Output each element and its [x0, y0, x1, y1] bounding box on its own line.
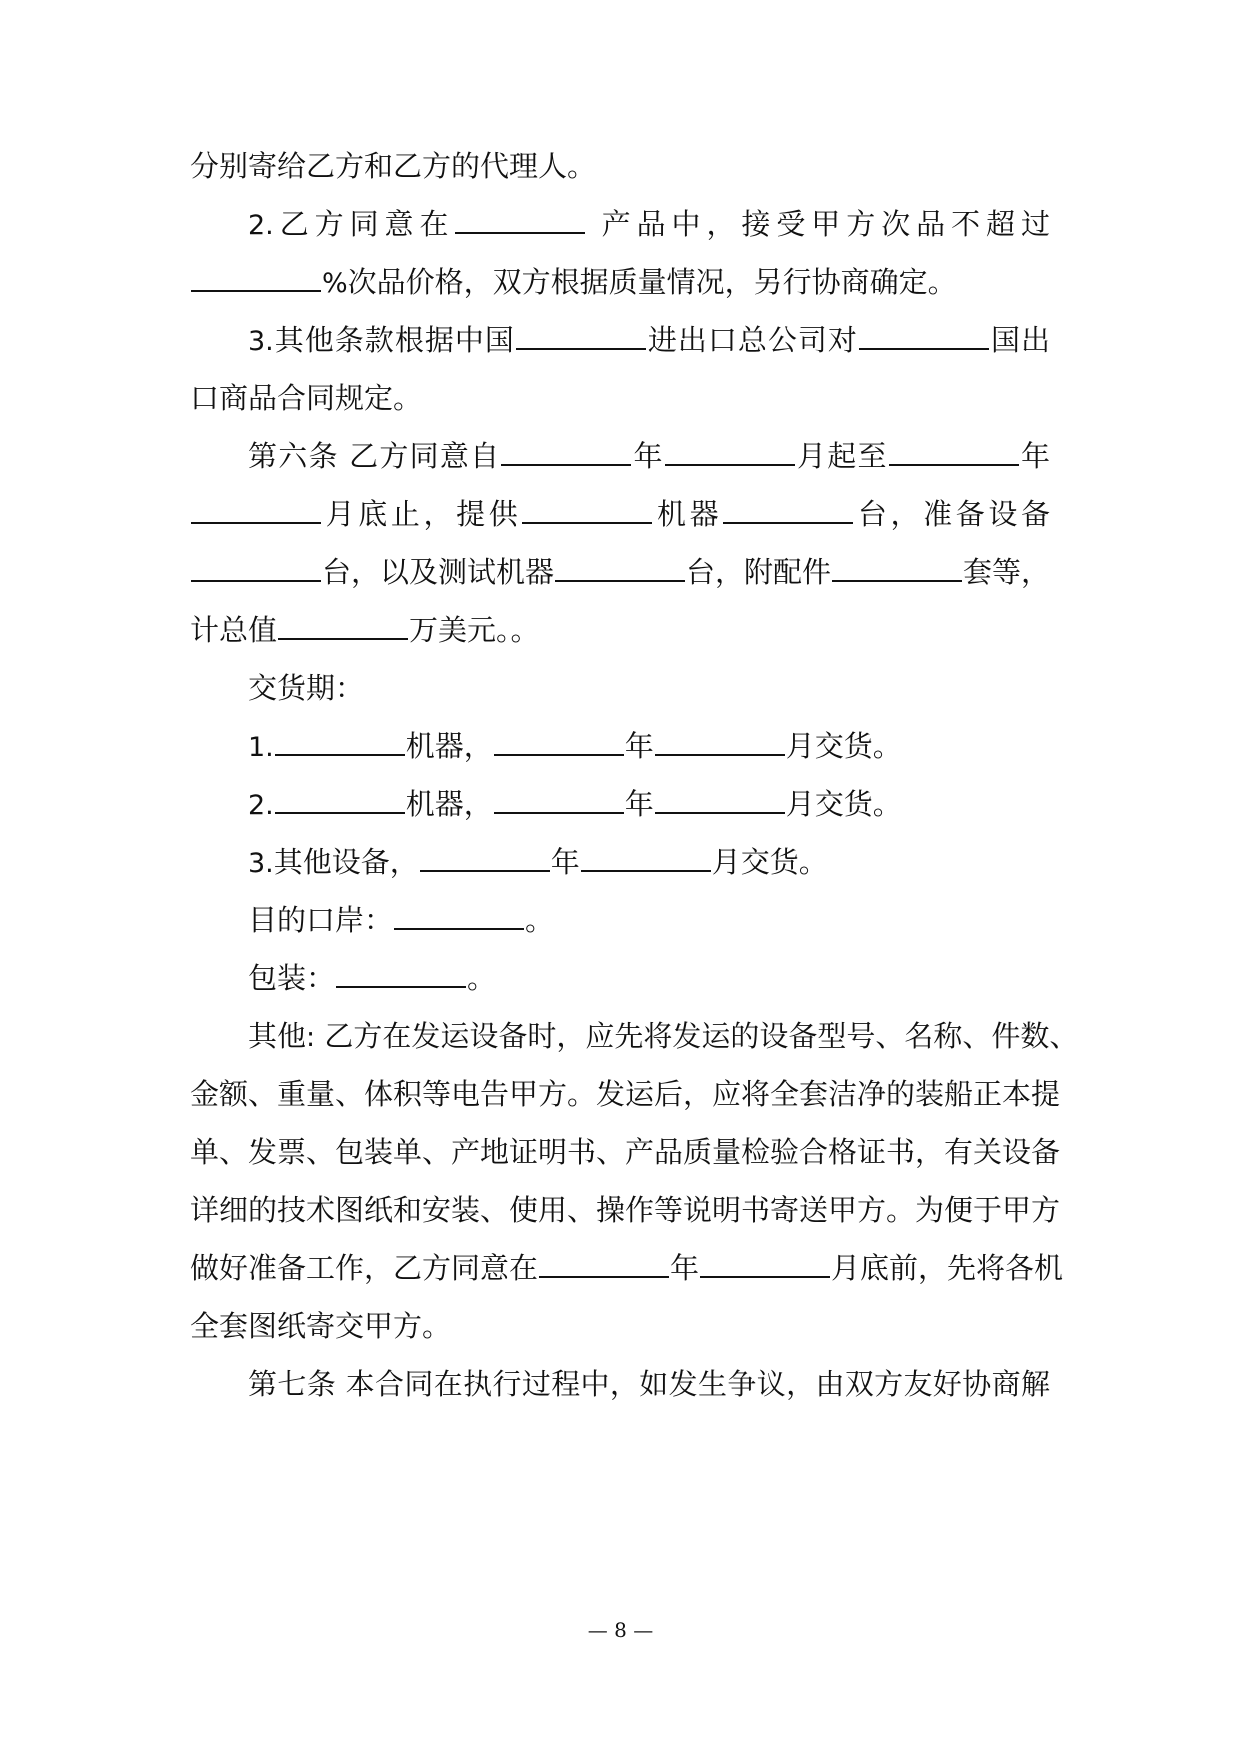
section-label: 交货期： — [248, 671, 365, 705]
page-number: — 8 — — [587, 1618, 654, 1642]
text-segment: 分别寄给乙方和乙方的代理人。 — [190, 149, 597, 183]
text-segment: 单、发票、包装单、产地证明书、产品质量检验合格证书，有关设备 — [190, 1135, 1061, 1169]
text-segment: 月底前，先将各机 — [831, 1251, 1064, 1285]
text-segment: 月交货。 — [785, 729, 902, 763]
blank-field[interactable] — [394, 902, 524, 930]
text-segment: 其他 — [248, 1019, 307, 1053]
blank-field[interactable] — [191, 554, 321, 582]
text-segment: : — [306, 1022, 316, 1053]
text-line — [190, 1070, 1061, 1118]
blank-field[interactable] — [655, 728, 785, 756]
text-segment: 国出 — [989, 323, 1050, 357]
text-line — [190, 1244, 1064, 1292]
list-number: 1. — [248, 732, 274, 763]
text-segment: 第六条 乙方同意自 — [248, 439, 501, 473]
text-segment: 台，以及测试机器 — [322, 555, 555, 589]
text-line — [190, 606, 1050, 654]
text-segment: 其他设备， — [273, 845, 419, 879]
blank-field[interactable] — [275, 786, 405, 814]
text-line — [190, 142, 1050, 190]
text-segment: 台，附配件 — [686, 555, 832, 589]
text-segment: 计总值 — [190, 613, 278, 647]
blank-field[interactable] — [655, 786, 785, 814]
text-segment: 年 — [670, 1251, 700, 1285]
blank-field[interactable] — [278, 612, 408, 640]
text-line — [190, 548, 1050, 596]
text-line — [248, 1360, 1050, 1408]
text-segment: 做好准备工作，乙方同意在 — [190, 1251, 539, 1285]
text-segment: 月交货。 — [711, 845, 828, 879]
text-segment: 第七条 本合同在执行过程中，如发生争议，由双方友好协商解 — [248, 1367, 1050, 1401]
blank-field[interactable] — [555, 554, 685, 582]
text-segment: 详细的技术图纸和安装、使用、操作等说明书寄送甲方。为便于甲方 — [190, 1193, 1061, 1227]
blank-field[interactable] — [516, 322, 646, 350]
blank-field[interactable] — [275, 728, 405, 756]
text-segment: 产品中，接受甲方次品不超过 — [601, 207, 1050, 241]
blank-field[interactable] — [336, 960, 466, 988]
text-segment: 全套图纸寄交甲方。 — [190, 1309, 452, 1343]
blank-field[interactable] — [191, 496, 321, 524]
blank-field[interactable] — [522, 496, 652, 524]
blank-field[interactable] — [539, 1250, 669, 1278]
blank-field[interactable] — [665, 438, 795, 466]
list-number: 3. — [248, 326, 274, 357]
text-line — [190, 1128, 1061, 1176]
text-segment: 年 — [550, 845, 580, 879]
text-segment: 月交货。 — [785, 787, 902, 821]
text-segment: 金额、重量、体积等电告甲方。发运后，应将全套洁净的装船正本提 — [190, 1077, 1061, 1111]
text-segment: 次品价格，双方根据质量情况，另行协商确定。 — [347, 265, 957, 299]
text-line — [248, 664, 1050, 712]
text-segment: 目的口岸： — [248, 903, 394, 937]
blank-field[interactable] — [723, 496, 853, 524]
text-segment: 口商品合同规定。 — [190, 381, 423, 415]
blank-field[interactable] — [494, 728, 624, 756]
blank-field[interactable] — [700, 1250, 830, 1278]
text-segment: 乙方同意在 — [273, 207, 455, 241]
blank-field[interactable] — [859, 322, 989, 350]
text-line — [248, 896, 1050, 944]
blank-field[interactable] — [420, 844, 550, 872]
blank-field[interactable] — [581, 844, 711, 872]
text-line — [190, 1186, 1061, 1234]
text-segment: 套等， — [963, 555, 1051, 589]
text-segment: 乙方在发运设备时，应先将发运的设备型号、名称、件数、 — [315, 1019, 1079, 1053]
blank-field[interactable] — [455, 206, 585, 234]
text-segment: 万美元。。 — [409, 613, 540, 647]
text-line — [190, 258, 1050, 306]
blank-field[interactable] — [501, 438, 631, 466]
text-line — [190, 374, 1050, 422]
text-line — [248, 780, 1050, 828]
text-line — [248, 1012, 1079, 1060]
text-line — [190, 490, 1050, 538]
text-segment: 月起至 — [795, 439, 888, 473]
text-segment: 台，准备设备 — [854, 497, 1050, 531]
text-line — [248, 316, 1050, 364]
text-segment: 年 — [632, 439, 664, 473]
text-segment: 包装： — [248, 961, 336, 995]
text-line — [248, 432, 1050, 480]
text-segment: 机器， — [405, 729, 493, 763]
text-line — [248, 954, 1050, 1002]
text-segment: 其他条款根据中国 — [273, 323, 515, 357]
text-line — [190, 1302, 1050, 1350]
text-segment: 机器 — [653, 497, 723, 531]
text-segment: 。 — [525, 903, 555, 937]
text-segment: % — [322, 268, 348, 299]
text-segment: 。 — [467, 961, 497, 995]
text-line — [248, 722, 1050, 770]
text-segment: 年 — [624, 787, 654, 821]
list-number: 2. — [248, 210, 274, 241]
text-segment: 年 — [624, 729, 654, 763]
text-segment: 月底止，提供 — [322, 497, 522, 531]
blank-field[interactable] — [494, 786, 624, 814]
text-segment: 机器， — [405, 787, 493, 821]
text-segment: 年 — [1019, 439, 1050, 473]
blank-field[interactable] — [191, 264, 321, 292]
blank-field[interactable] — [889, 438, 1019, 466]
text-line — [248, 200, 1050, 248]
list-number: 3. — [248, 848, 274, 879]
text-line — [248, 838, 1050, 886]
blank-field[interactable] — [832, 554, 962, 582]
text-segment: 进出口总公司对 — [646, 323, 858, 357]
list-number: 2. — [248, 790, 274, 821]
